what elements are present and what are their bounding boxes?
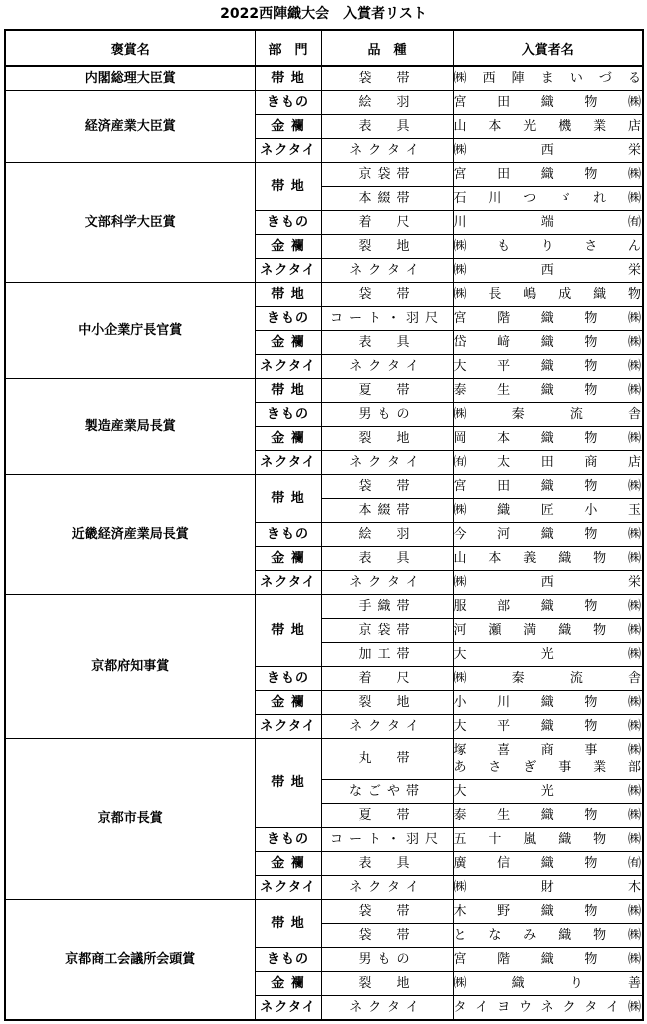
winner-cell: ㈱ 西 栄 [453, 571, 643, 595]
dept-cell: 帯 地 [255, 66, 321, 91]
table-row [5, 66, 643, 91]
winner-cell: 大 光 ㈱ [453, 780, 643, 804]
winner-cell: 岡本織物㈱ [453, 427, 643, 451]
item-cell: 表 具 [321, 115, 453, 139]
table-header [5, 30, 643, 66]
item-cell: 絵 羽 [321, 523, 453, 547]
winner-cell: ㈱もりさん [453, 235, 643, 259]
dept-cell: 金 襴 [255, 427, 321, 451]
winner-cell: ㈱ 秦 流 舎 [453, 403, 643, 427]
item-cell: 加工帯 [321, 643, 453, 667]
item-cell: 男もの [321, 403, 453, 427]
winner-cell: 宮階織物㈱ [453, 948, 643, 972]
item-cell: 袋 帯 [321, 66, 453, 91]
item-cell: なごや帯 [321, 780, 453, 804]
dept-cell: 帯 地 [255, 163, 321, 211]
winner-cell: ㈱長嶋成織物 [453, 283, 643, 307]
dept-cell: 金 襴 [255, 691, 321, 715]
winner-cell: ㈱ 財 木 [453, 876, 643, 900]
table-row [5, 739, 643, 780]
item-cell: ネクタイ [321, 451, 453, 475]
table-body [5, 66, 643, 1020]
item-cell: 裂 地 [321, 972, 453, 996]
winner-cell: となみ織物㈱ [453, 924, 643, 948]
table-row [5, 283, 643, 307]
table-row [5, 595, 643, 619]
item-cell: 着 尺 [321, 211, 453, 235]
dept-cell: きもの [255, 403, 321, 427]
item-cell: 表 具 [321, 547, 453, 571]
winner-cell: 石川つゞれ㈱ [453, 187, 643, 211]
award-name-cell: 京都府知事賞 [5, 595, 255, 739]
winner-cell: 木野織物㈱ [453, 900, 643, 924]
winner-cell: 岱﨑織物㈱ [453, 331, 643, 355]
award-name-cell: 内閣総理大臣賞 [5, 66, 255, 91]
winner-cell: 川 端 ㈲ [453, 211, 643, 235]
award-name-cell: 経済産業大臣賞 [5, 91, 255, 163]
table-row [5, 91, 643, 115]
award-name-cell: 中小企業庁長官賞 [5, 283, 255, 379]
award-name-cell: 文部科学大臣賞 [5, 163, 255, 283]
dept-cell: ネクタイ [255, 139, 321, 163]
dept-cell: きもの [255, 91, 321, 115]
header-award: 褒賞名 [5, 30, 255, 66]
item-cell: 表 具 [321, 331, 453, 355]
award-winners-table [4, 29, 644, 1021]
winner-cell: ㈱ 西 栄 [453, 139, 643, 163]
dept-cell: 金 襴 [255, 852, 321, 876]
award-name-cell: 京都市長賞 [5, 739, 255, 900]
winner-cell [453, 739, 643, 780]
winner-cell: 大 光 ㈱ [453, 643, 643, 667]
winner-cell: 河瀬満織物㈱ [453, 619, 643, 643]
item-cell: 裂 地 [321, 427, 453, 451]
item-cell: 京袋帯 [321, 163, 453, 187]
item-cell: ネクタイ [321, 571, 453, 595]
dept-cell: ネクタイ [255, 451, 321, 475]
winner-cell: ㈱ 織 り 善 [453, 972, 643, 996]
winner-cell: 山本義織物㈱ [453, 547, 643, 571]
dept-cell: 帯 地 [255, 379, 321, 403]
dept-cell: きもの [255, 828, 321, 852]
winner-cell: 宮田織物㈱ [453, 91, 643, 115]
dept-cell: 金 襴 [255, 235, 321, 259]
dept-cell: ネクタイ [255, 571, 321, 595]
dept-cell: きもの [255, 667, 321, 691]
dept-cell: ネクタイ [255, 259, 321, 283]
winner-cell: 大平織物㈱ [453, 355, 643, 379]
item-cell: 丸 帯 [321, 739, 453, 780]
item-cell: ネクタイ [321, 996, 453, 1021]
winner-line: あさぎ事業部 [453, 760, 642, 775]
item-cell: 夏 帯 [321, 804, 453, 828]
item-cell: 絵 羽 [321, 91, 453, 115]
winner-cell: 山本光機業店 [453, 115, 643, 139]
header-dept: 部 門 [255, 30, 321, 66]
header-winner: 入賞者名 [453, 30, 643, 66]
winner-cell: ㈱西陣まいづる [453, 66, 643, 91]
item-cell: 袋 帯 [321, 283, 453, 307]
item-cell: 京袋帯 [321, 619, 453, 643]
item-cell: 男もの [321, 948, 453, 972]
item-cell: ネクタイ [321, 715, 453, 739]
item-cell: ネクタイ [321, 876, 453, 900]
dept-cell: ネクタイ [255, 355, 321, 379]
page-title: 2022西陣織大会 入賞者リスト [220, 6, 427, 22]
dept-cell: 金 襴 [255, 972, 321, 996]
dept-cell: 帯 地 [255, 595, 321, 667]
item-cell: コート・羽尺 [321, 828, 453, 852]
winner-cell: 大平織物㈱ [453, 715, 643, 739]
winner-cell: 小川織物㈱ [453, 691, 643, 715]
table-row [5, 379, 643, 403]
item-cell: 裂 地 [321, 691, 453, 715]
dept-cell: きもの [255, 307, 321, 331]
dept-cell: 帯 地 [255, 283, 321, 307]
winner-cell: 五十嵐織物㈱ [453, 828, 643, 852]
winner-cell: 宮田織物㈱ [453, 163, 643, 187]
item-cell: 袋 帯 [321, 900, 453, 924]
dept-cell: きもの [255, 523, 321, 547]
item-cell: 裂 地 [321, 235, 453, 259]
winner-cell: 泰生織物㈱ [453, 379, 643, 403]
winner-cell: 廣信織物㈲ [453, 852, 643, 876]
award-name-cell: 製造産業局長賞 [5, 379, 255, 475]
dept-cell: 金 襴 [255, 547, 321, 571]
dept-cell: きもの [255, 948, 321, 972]
award-name-cell: 近畿経済産業局長賞 [5, 475, 255, 595]
item-cell: 表 具 [321, 852, 453, 876]
winner-cell: 泰生織物㈱ [453, 804, 643, 828]
winner-cell: ㈱ 西 栄 [453, 259, 643, 283]
winner-cell: 今河織物㈱ [453, 523, 643, 547]
dept-cell: きもの [255, 211, 321, 235]
item-cell: コート・羽尺 [321, 307, 453, 331]
winner-cell: ㈱ 秦 流 舎 [453, 667, 643, 691]
dept-cell: ネクタイ [255, 996, 321, 1021]
dept-cell: 帯 地 [255, 900, 321, 948]
item-cell: 袋 帯 [321, 924, 453, 948]
item-cell: 袋 帯 [321, 475, 453, 499]
winner-cell: 宮田織物㈱ [453, 475, 643, 499]
header-item: 品 種 [321, 30, 453, 66]
item-cell: 着 尺 [321, 667, 453, 691]
item-cell: 夏 帯 [321, 379, 453, 403]
dept-cell: 帯 地 [255, 739, 321, 828]
winner-cell: タイヨウネクタイ㈱ [453, 996, 643, 1021]
item-cell: 手織帯 [321, 595, 453, 619]
winner-cell: 宮階織物㈱ [453, 307, 643, 331]
dept-cell: 帯 地 [255, 475, 321, 523]
winner-line: 塚喜商事㈱ [453, 743, 642, 758]
item-cell: ネクタイ [321, 355, 453, 379]
table-row [5, 900, 643, 924]
item-cell: ネクタイ [321, 139, 453, 163]
award-name-cell: 京都商工会議所会頭賞 [5, 900, 255, 1021]
dept-cell: ネクタイ [255, 876, 321, 900]
winner-cell: 服部織物㈱ [453, 595, 643, 619]
table-row [5, 163, 643, 187]
item-cell: 本綴帯 [321, 499, 453, 523]
dept-cell: 金 襴 [255, 115, 321, 139]
dept-cell: 金 襴 [255, 331, 321, 355]
table-row [5, 475, 643, 499]
item-cell: ネクタイ [321, 259, 453, 283]
dept-cell: ネクタイ [255, 715, 321, 739]
winner-cell: ㈱織匠小玉 [453, 499, 643, 523]
item-cell: 本綴帯 [321, 187, 453, 211]
winner-cell: ㈲太田商店 [453, 451, 643, 475]
